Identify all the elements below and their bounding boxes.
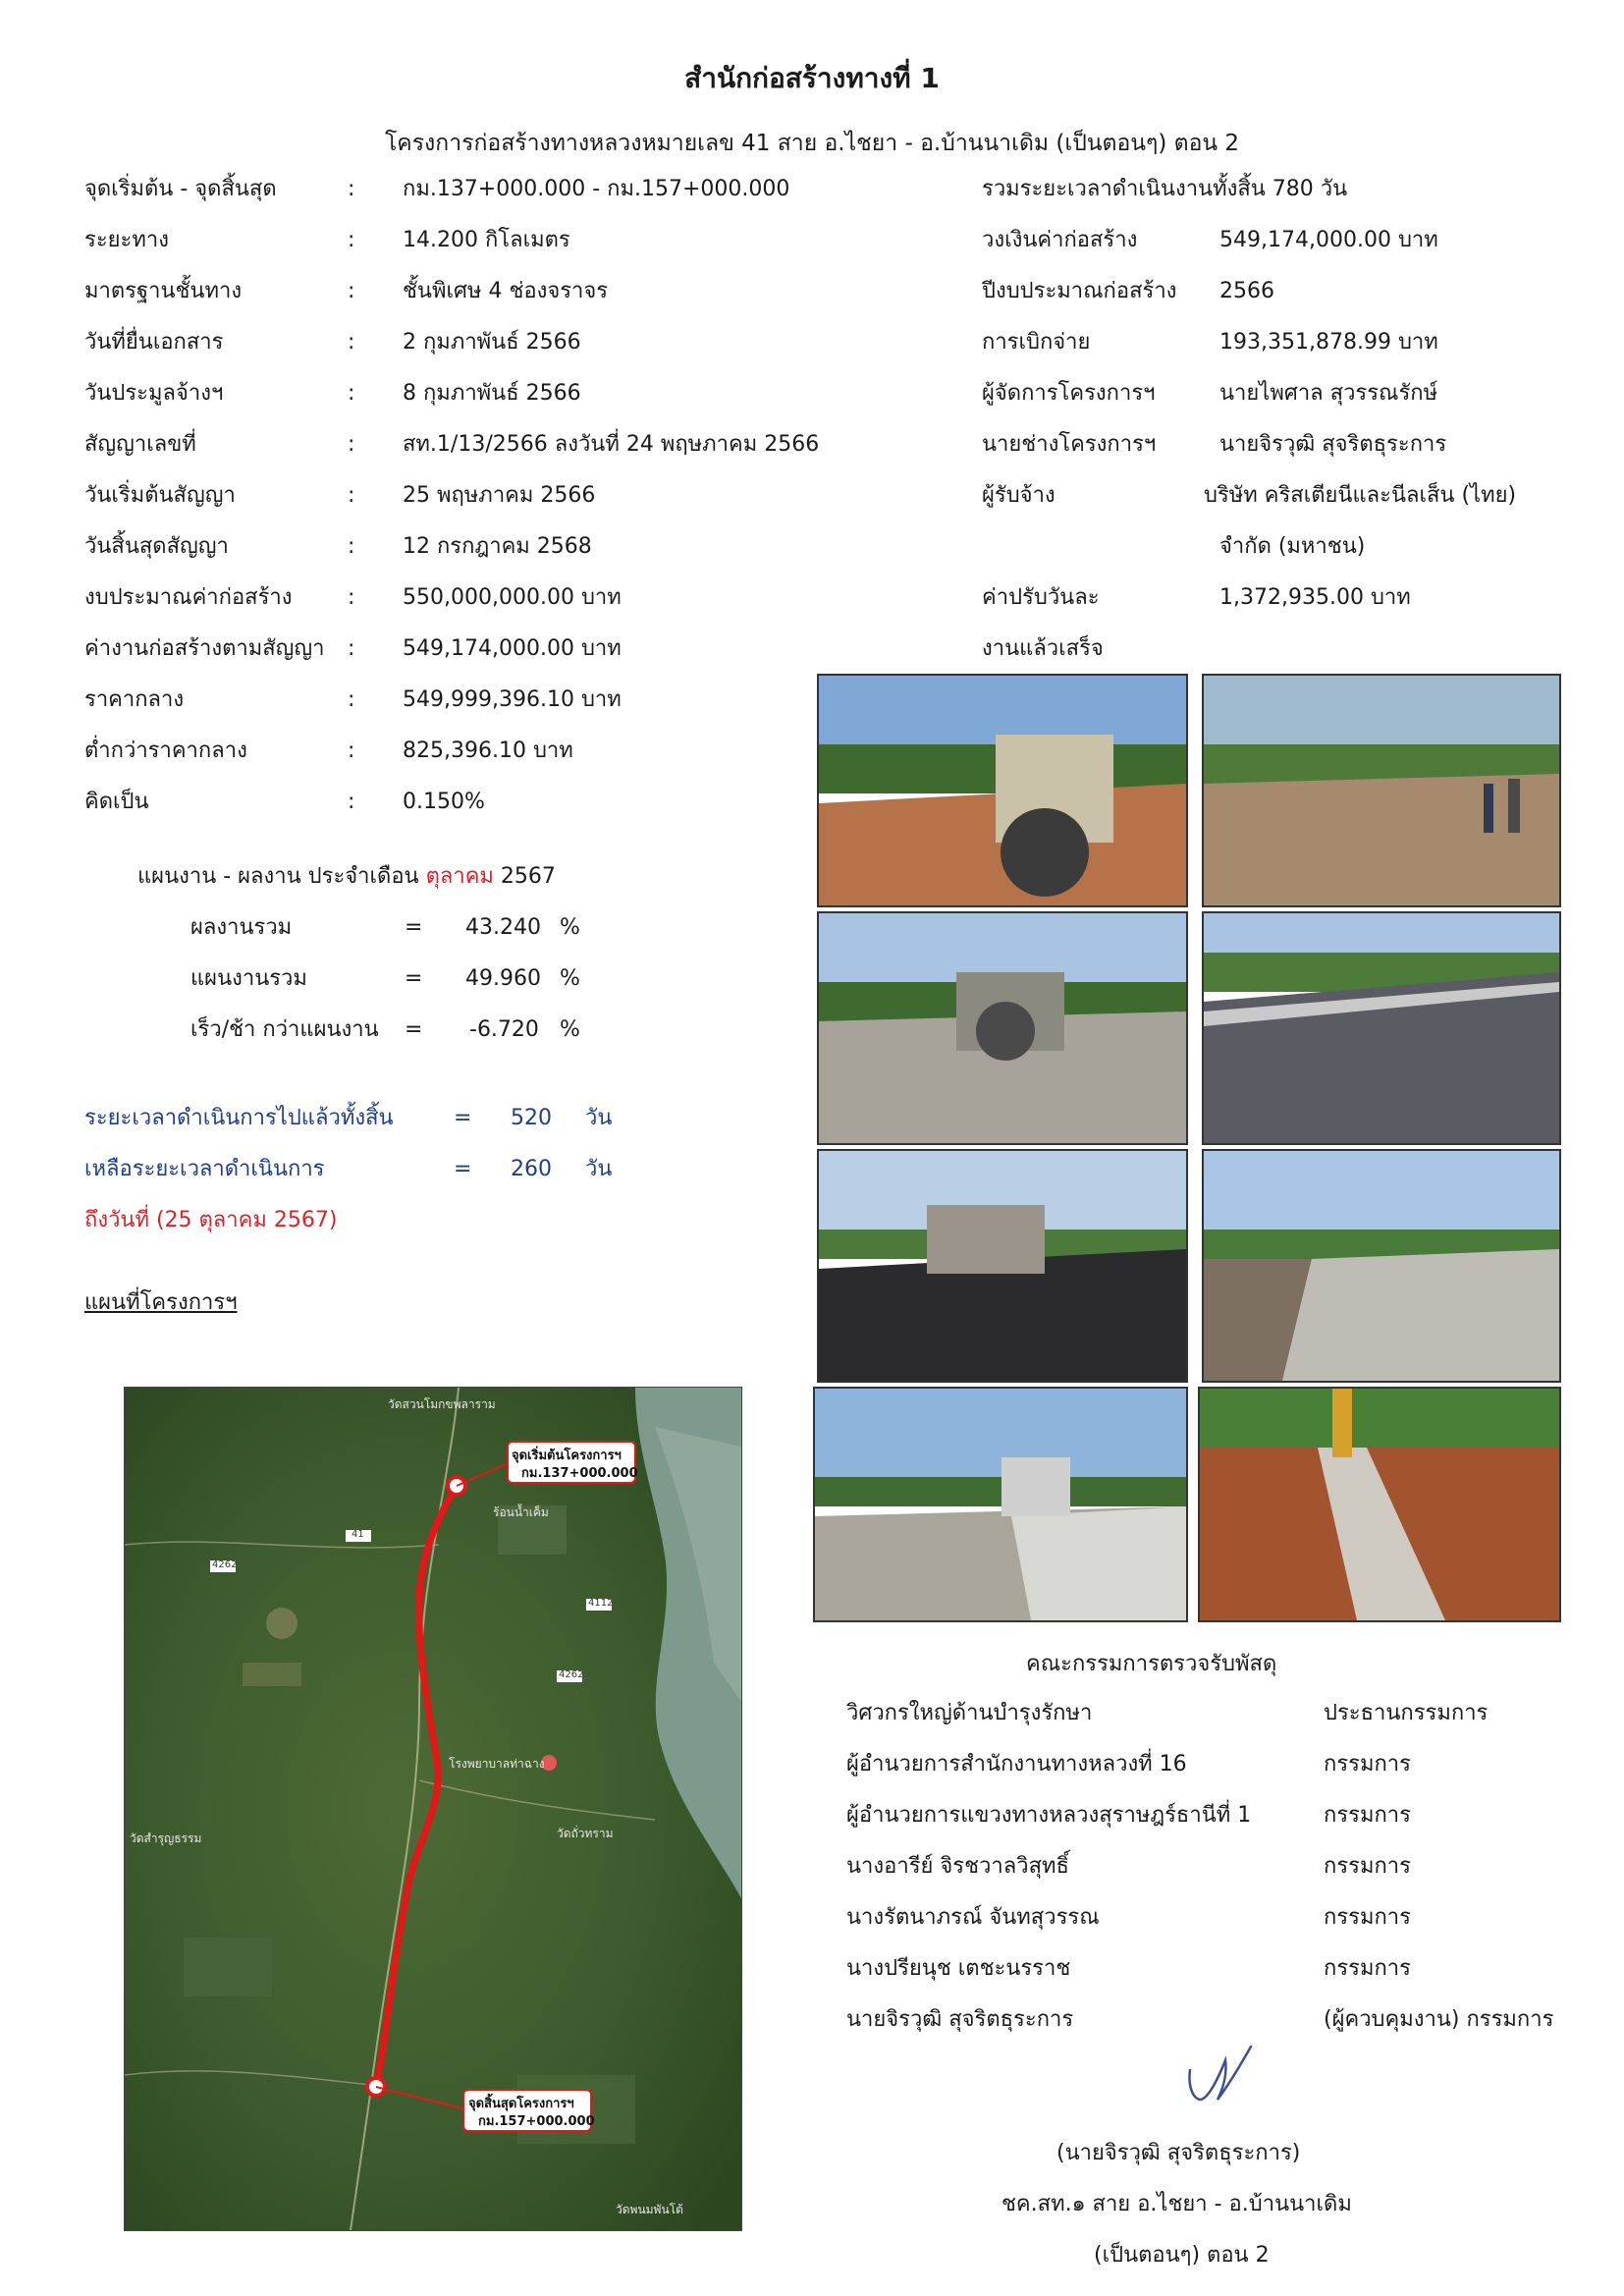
detail-row: [0, 530, 1624, 564]
detail-value: นายไพศาล สุวรรณรักษ์: [1219, 381, 1438, 406]
detail-value: 193,351,878.99 บาท: [1219, 330, 1438, 355]
committee-member-role: กรรมการ: [1324, 1956, 1411, 1981]
committee-member-role: กรรมการ: [1324, 1854, 1411, 1879]
progress-value: 49.960: [465, 966, 541, 991]
remaining-row: [0, 1153, 687, 1186]
committee-member-role: ประธานกรรมการ: [1324, 1701, 1489, 1725]
detail-label: คิดเป็น: [84, 790, 149, 814]
progress-unit: %: [560, 966, 580, 991]
detail-row: [0, 735, 884, 768]
detail-label: วงเงินค่าก่อสร้าง: [982, 228, 1138, 252]
map-end-label: จุดสิ้นสุดโครงการฯ: [468, 2097, 574, 2111]
photo-primecoat: [1202, 911, 1561, 1145]
committee-member-role: กรรมการ: [1324, 1803, 1411, 1828]
detail-value: 550,000,000.00 บาท: [403, 585, 622, 610]
detail-value: 825,396.10 บาท: [403, 738, 573, 763]
detail-value: 8 กุมภาพันธ์ 2566: [403, 381, 581, 406]
committee-member-name: วิศวกรใหญ่ด้านบำรุงรักษา: [846, 1701, 1093, 1725]
detail-value: 549,174,000.00 บาท: [1219, 228, 1438, 252]
detail-label: วันประมูลจ้างฯ: [84, 381, 224, 406]
detail-label: สัญญาเลขที่: [84, 432, 196, 457]
progress-row: [0, 911, 687, 945]
progress-row: [0, 962, 687, 996]
detail-value: กม.137+000.000 - กม.157+000.000: [403, 177, 790, 201]
map-place: วัดพนมพันโต้: [616, 2203, 683, 2216]
detail-row: [0, 786, 884, 819]
elapsed-row: [0, 1102, 687, 1135]
progress-eq: =: [405, 1017, 423, 1042]
detail-label: งานแล้วเสร็จ: [982, 636, 1104, 661]
detail-row: [0, 581, 1624, 615]
committee-member-name: นางปรียนุช เตชะนรราช: [846, 1956, 1071, 1981]
progress-unit: %: [560, 915, 580, 940]
detail-colon: :: [348, 381, 355, 406]
detail-row: [0, 683, 884, 717]
detail-row: [0, 275, 1624, 308]
detail-label: วันเริ่มต้นสัญญา: [84, 483, 236, 508]
committee-member-role: กรรมการ: [1324, 1905, 1411, 1930]
detail-colon: :: [348, 636, 355, 661]
progress-label: ผลงานรวม: [190, 915, 293, 940]
committee-member-name: นายจิรวุฒิ สุจริตธุระการ: [846, 2007, 1074, 2032]
detail-label: การเบิกจ่าย: [982, 330, 1091, 355]
detail-colon: :: [348, 177, 355, 201]
detail-colon: :: [348, 330, 355, 355]
road-shield: 4262: [559, 1669, 584, 1680]
detail-row: [0, 632, 1624, 666]
progress-value: -6.720: [469, 1017, 539, 1042]
road-shield: 41: [352, 1529, 364, 1540]
detail-value: ชั้นพิเศษ 4 ช่องจราจร: [403, 279, 609, 303]
detail-value: 549,174,000.00 บาท: [403, 636, 622, 661]
detail-colon: :: [348, 432, 355, 457]
detail-colon: :: [348, 228, 355, 252]
project-map: [124, 1387, 742, 2231]
progress-eq: =: [405, 915, 423, 940]
duration-unit: วัน: [585, 1106, 613, 1130]
detail-label: ผู้จัดการโครงการฯ: [982, 381, 1156, 406]
committee-member-name: นางรัตนาภรณ์ จันทสุวรรณ: [846, 1905, 1100, 1930]
total-duration: รวมระยะเวลาดำเนินงานทั้งสิ้น 780 วัน: [982, 177, 1348, 201]
remaining-label: เหลือระยะเวลาดำเนินการ: [84, 1157, 325, 1181]
detail-label: มาตรฐานชั้นทาง: [84, 279, 243, 303]
detail-label: นายช่างโครงการฯ: [982, 432, 1157, 457]
photo-pipe: [1198, 1387, 1561, 1622]
detail-value: 2566: [1219, 279, 1274, 303]
detail-label: ค่างานก่อสร้างตามสัญญา: [84, 636, 325, 661]
map-end-km: กม.157+000.000: [478, 2114, 595, 2129]
signature-section: (เป็นตอนๆ) ตอน 2: [1094, 2243, 1270, 2268]
detail-label: ระยะทาง: [84, 228, 169, 252]
duration-unit: วัน: [585, 1157, 613, 1181]
office-title: สำนักก่อสร้างทางที่ 1: [684, 62, 940, 94]
detail-label: ค่าปรับวันละ: [982, 585, 1100, 610]
remaining-value: 260: [511, 1157, 552, 1181]
detail-row: [0, 224, 1624, 257]
map-start-label: จุดเริ่มต้นโครงการฯ: [512, 1449, 622, 1463]
committee-member-name: นางอารีย์ จิรชวาลวิสุทธิ์: [846, 1854, 1069, 1879]
map-place: วัดสำรุญธรรม: [130, 1831, 202, 1845]
signature-mark: [1178, 2041, 1267, 2109]
progress-heading: [137, 860, 556, 894]
photo-survey: [1202, 674, 1561, 907]
detail-value: จำกัด (มหาชน): [1219, 534, 1366, 559]
detail-row: [0, 173, 884, 206]
duration-eq: =: [454, 1106, 472, 1130]
detail-row: [0, 377, 1624, 410]
detail-label: ต่ำกว่าราคากลาง: [84, 738, 247, 763]
detail-colon: :: [348, 585, 355, 610]
detail-label: ราคากลาง: [84, 687, 185, 712]
progress-unit: %: [560, 1017, 580, 1042]
detail-value: 12 กรกฎาคม 2568: [403, 534, 592, 559]
map-place: วัดสวนโมกขพลาราม: [388, 1397, 496, 1411]
detail-label: วันสิ้นสุดสัญญา: [84, 534, 229, 559]
committee-heading: คณะกรรมการตรวจรับพัสดุ: [1026, 1652, 1277, 1676]
progress-heading-prefix: แผนงาน - ผลงาน ประจำเดือน: [137, 864, 419, 889]
map-image: [125, 1388, 741, 2230]
detail-colon: :: [348, 687, 355, 712]
road-shield: 4112: [588, 1598, 614, 1609]
map-place: วัดถั่วทราม: [557, 1827, 614, 1840]
detail-colon: :: [348, 534, 355, 559]
progress-label: แผนงานรวม: [190, 966, 307, 991]
road-shield: 4262: [212, 1559, 238, 1570]
signature-name: (นายจิรวุฒิ สุจริตธุระการ): [1056, 2141, 1301, 2165]
map-start-km: กม.137+000.000: [521, 1466, 638, 1481]
progress-label: เร็ว/ช้า กว่าแผนงาน: [190, 1017, 379, 1042]
detail-value: 0.150%: [403, 790, 485, 814]
photo-paver: [817, 911, 1188, 1145]
committee-member-role: (ผู้ควบคุมงาน) กรรมการ: [1324, 2007, 1554, 2032]
photo-asphalt: [817, 1149, 1188, 1383]
detail-value: 14.200 กิโลเมตร: [403, 228, 570, 252]
detail-colon: :: [348, 790, 355, 814]
detail-row: [0, 428, 1624, 462]
map-place: โรงพยาบาลท่าฉาง: [449, 1757, 545, 1771]
committee-member-name: ผู้อำนวยการสำนักงานทางหลวงที่ 16: [846, 1752, 1187, 1777]
detail-label: จุดเริ่มต้น - จุดสิ้นสุด: [84, 177, 277, 201]
detail-value: 2 กุมภาพันธ์ 2566: [403, 330, 581, 355]
elapsed-label: ระยะเวลาดำเนินการไปแล้วทั้งสิ้น: [84, 1106, 394, 1130]
photo-roller: [817, 674, 1188, 907]
project-title: โครงการก่อสร้างทางหลวงหมายเลข 41 สาย อ.ไชยา - อ.บ้านนาเดิม (เป็นตอนๆ) ตอน 2: [384, 131, 1240, 156]
detail-row: [0, 326, 1624, 359]
detail-colon: :: [348, 279, 355, 303]
map-place: ร้อนน้ำเค็ม: [493, 1505, 549, 1519]
progress-month: ตุลาคม: [425, 864, 494, 889]
committee-member-name: ผู้อำนวยการแขวงทางหลวงสุราษฎร์ธานีที่ 1: [846, 1803, 1252, 1828]
detail-value: 549,999,396.10 บาท: [403, 687, 622, 712]
elapsed-value: 520: [511, 1106, 552, 1130]
detail-label: งบประมาณค่าก่อสร้าง: [84, 585, 293, 610]
photo-concrete: [1202, 1149, 1561, 1383]
committee-member-role: กรรมการ: [1324, 1752, 1411, 1777]
signature-position: ชค.สท.๑ สาย อ.ไชยา - อ.บ้านนาเดิม: [1001, 2192, 1352, 2216]
detail-value: สท.1/13/2566 ลงวันที่ 24 พฤษภาคม 2566: [403, 432, 820, 457]
detail-row: [0, 479, 1624, 513]
progress-value: 43.240: [465, 915, 541, 940]
detail-label: วันที่ยื่นเอกสาร: [84, 330, 224, 355]
progress-row: [0, 1013, 687, 1047]
progress-year: 2567: [500, 864, 556, 889]
detail-value: 25 พฤษภาคม 2566: [403, 483, 596, 508]
detail-value: บริษัท คริสเตียนีและนีลเส็น (ไทย): [1204, 483, 1517, 508]
detail-colon: :: [348, 738, 355, 763]
detail-value: 1,372,935.00 บาท: [1219, 585, 1411, 610]
as-of-date: ถึงวันที่ (25 ตุลาคม 2567): [84, 1208, 338, 1232]
detail-colon: :: [348, 483, 355, 508]
progress-eq: =: [405, 966, 423, 991]
detail-label: ปีงบประมาณก่อสร้าง: [982, 279, 1177, 303]
photo-slipform: [813, 1387, 1188, 1622]
duration-eq: =: [454, 1157, 472, 1181]
detail-value: นายจิรวุฒิ สุจริตธุระการ: [1219, 432, 1447, 457]
map-heading: แผนที่โครงการฯ: [84, 1290, 238, 1315]
detail-label: ผู้รับจ้าง: [982, 483, 1056, 508]
